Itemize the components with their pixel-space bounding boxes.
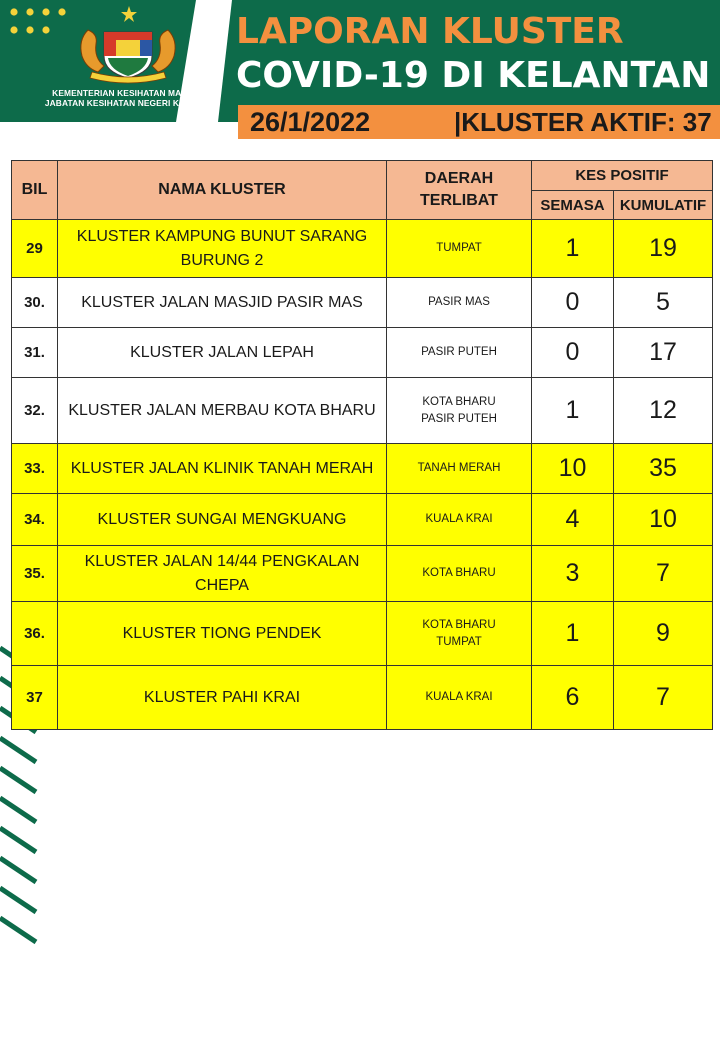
cell-current-cases: 0 [532, 328, 614, 378]
table-row [12, 666, 713, 730]
cell-current-cases: 1 [532, 220, 614, 278]
district-line2: TUMPAT [436, 635, 482, 648]
district-line1: TANAH MERAH [417, 462, 501, 474]
cell-bil: 30. [12, 278, 58, 328]
cell-current-cases: 6 [532, 666, 614, 730]
report-title: LAPORAN KLUSTER [236, 11, 624, 52]
cluster-name-line1: KLUSTER JALAN LEPAH [130, 343, 314, 361]
table-row [12, 378, 713, 444]
report-header [0, 0, 720, 140]
cell-cluster-name [58, 546, 387, 602]
district-line1: TUMPAT [436, 242, 482, 254]
agency-name [0, 88, 264, 108]
district-line1: KUALA KRAI [425, 691, 493, 703]
cell-bil: 33. [12, 444, 58, 494]
agency-ministry: KEMENTERIAN KESIHATAN MALAYSIA [52, 88, 212, 98]
cell-district [387, 220, 532, 278]
table-row [12, 546, 713, 602]
cell-district [387, 494, 532, 546]
cell-cumulative-cases: 7 [614, 666, 713, 730]
cell-current-cases: 1 [532, 378, 614, 444]
cell-bil: 35. [12, 546, 58, 602]
header-cluster-name: NAMA KLUSTER [58, 161, 387, 220]
cell-cluster-name [58, 220, 387, 278]
table-row [12, 444, 713, 494]
cell-bil: 31. [12, 328, 58, 378]
header-current: SEMASA [532, 191, 614, 220]
header-positive-cases: KES POSITIF [532, 161, 713, 191]
district-line1: KUALA KRAI [425, 513, 493, 525]
district-line1: KOTA BHARU [422, 395, 496, 408]
cell-current-cases: 1 [532, 602, 614, 666]
cell-cluster-name [58, 602, 387, 666]
cell-cluster-name [58, 494, 387, 546]
coat-of-arms-icon [81, 6, 175, 83]
table-row [12, 602, 713, 666]
cell-district [387, 444, 532, 494]
cell-cumulative-cases: 5 [614, 278, 713, 328]
report-date: 26/1/2022 [238, 105, 450, 139]
table-row [12, 278, 713, 328]
cluster-name-line1: KLUSTER TIONG PENDEK [122, 624, 322, 642]
dot-pattern-icon [10, 8, 65, 33]
cluster-name-line1: KLUSTER PAHI KRAI [143, 688, 301, 706]
district-line2: PASIR PUTEH [421, 412, 497, 425]
cell-cumulative-cases: 17 [614, 328, 713, 378]
cell-district [387, 278, 532, 328]
cell-current-cases: 10 [532, 444, 614, 494]
table-row [12, 328, 713, 378]
agency-department: JABATAN KESIHATAN NEGERI KELANTAN [44, 98, 220, 108]
cell-bil: 36. [12, 602, 58, 666]
header-cumulative: KUMULATIF [614, 191, 713, 220]
district-line1: KOTA BHARU [422, 618, 496, 631]
cell-district [387, 666, 532, 730]
cell-bil: 34. [12, 494, 58, 546]
cell-district [387, 378, 532, 444]
header-district-line2: TERLIBAT [420, 192, 498, 209]
cell-cumulative-cases: 10 [614, 494, 713, 546]
table-body [12, 220, 713, 730]
active-cluster-count: |KLUSTER AKTIF: 37 [450, 105, 720, 139]
cluster-name-line2: BURUNG 2 [180, 251, 264, 269]
cell-district [387, 328, 532, 378]
report-subtitle: COVID-19 DI KELANTAN [236, 55, 711, 96]
district-line1: PASIR MAS [428, 296, 490, 308]
cell-cumulative-cases: 7 [614, 546, 713, 602]
cluster-name-line1: KLUSTER KAMPUNG BUNUT SARANG [76, 227, 368, 245]
cluster-name-line1: KLUSTER JALAN KLINIK TANAH MERAH [70, 459, 374, 477]
cell-bil: 37 [12, 666, 58, 730]
cell-cumulative-cases: 12 [614, 378, 713, 444]
cluster-table [11, 160, 713, 730]
cluster-name-line1: KLUSTER JALAN 14/44 PENGKALAN CHEPA [84, 552, 360, 594]
district-line1: PASIR PUTEH [421, 346, 497, 358]
table-row [12, 220, 713, 278]
cell-cumulative-cases: 19 [614, 220, 713, 278]
header-district-line1: DAERAH [424, 170, 494, 187]
header-district [387, 161, 532, 220]
district-line1: KOTA BHARU [422, 567, 496, 579]
cell-current-cases: 3 [532, 546, 614, 602]
cell-bil: 32. [12, 378, 58, 444]
cell-cluster-name [58, 666, 387, 730]
cell-cluster-name [58, 444, 387, 494]
cell-cluster-name [58, 278, 387, 328]
cell-cumulative-cases: 9 [614, 602, 713, 666]
cluster-name-line1: KLUSTER SUNGAI MENGKUANG [97, 510, 347, 528]
cell-cluster-name [58, 378, 387, 444]
cluster-name-line1: KLUSTER JALAN MERBAU KOTA BHARU [68, 401, 376, 419]
cell-current-cases: 4 [532, 494, 614, 546]
header-bil: BIL [12, 161, 58, 220]
cell-cumulative-cases: 35 [614, 444, 713, 494]
cell-cluster-name [58, 328, 387, 378]
cell-district [387, 546, 532, 602]
cell-current-cases: 0 [532, 278, 614, 328]
table-header-row [12, 161, 713, 191]
table-row [12, 494, 713, 546]
cell-bil: 29 [12, 220, 58, 278]
cluster-name-line1: KLUSTER JALAN MASJID PASIR MAS [81, 293, 363, 311]
cell-district [387, 602, 532, 666]
